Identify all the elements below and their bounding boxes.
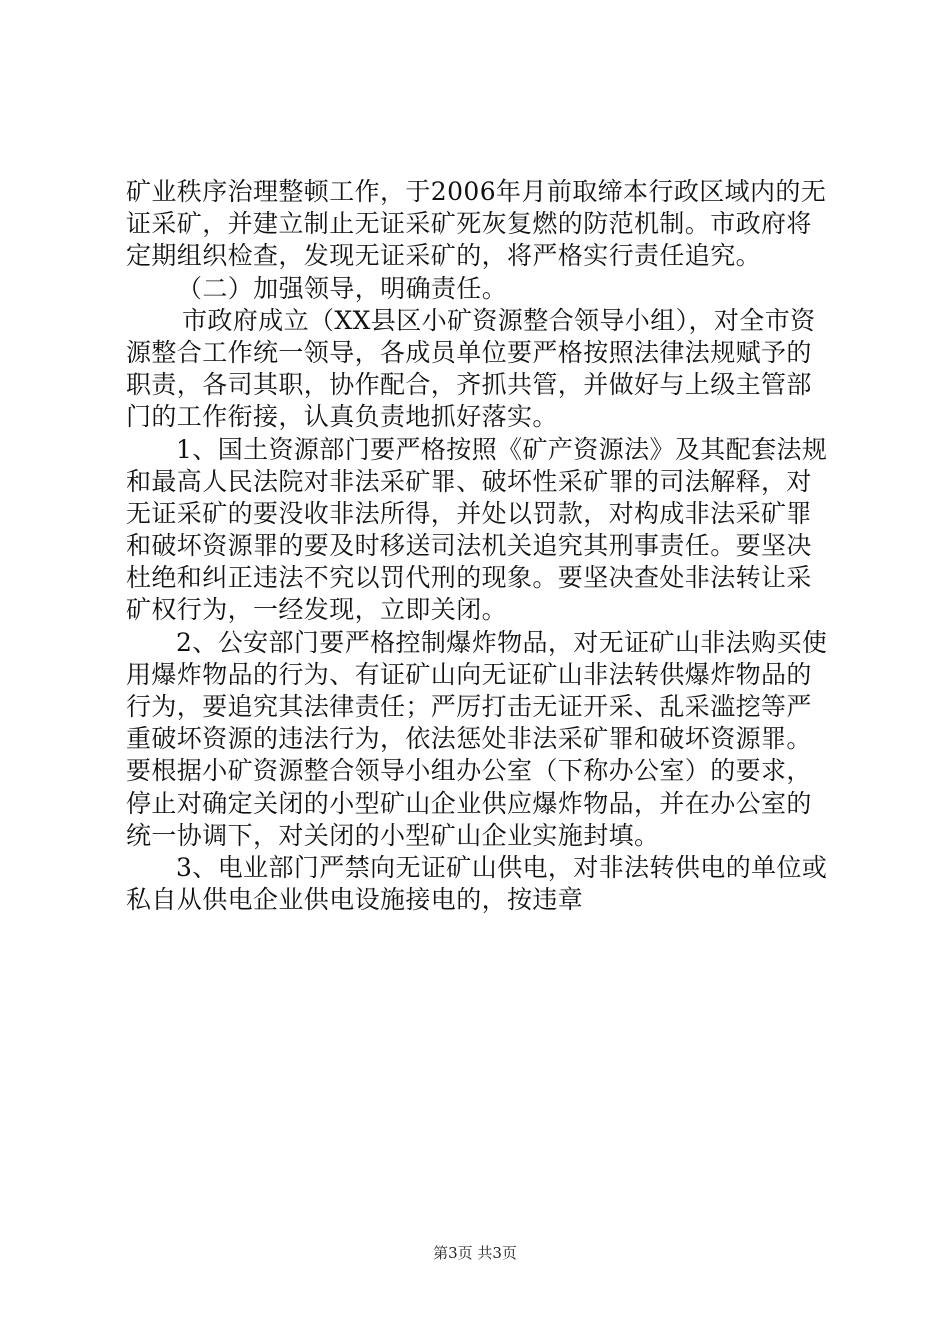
text-line: 证采矿，并建立制止无证采矿死灰复燃的防范机制。市政府将 xyxy=(126,209,812,239)
text-line: 源整合工作统一领导，各成员单位要严格按照法律法规赋予的 xyxy=(126,337,812,367)
text-line: 重破坏资源的违法行为，依法惩处非法采矿罪和破坏资源罪。 xyxy=(126,724,812,754)
text-line: 职责，各司其职，协作配合，齐抓共管，并做好与上级主管部 xyxy=(126,370,812,400)
text-line: 停止对确定关闭的小型矿山企业供应爆炸物品，并在办公室的 xyxy=(126,788,812,818)
text-line: 3、电业部门严禁向无证矿山供电，对非法转供电的单位或 xyxy=(176,852,828,882)
text-line: 用爆炸物品的行为、有证矿山向无证矿山非法转供爆炸物品的 xyxy=(126,659,812,689)
text-line: 私自从供电企业供电设施接电的，按违章 xyxy=(126,885,584,915)
text-line: 统一协调下，对关闭的小型矿山企业实施封填。 xyxy=(126,820,660,850)
text-line: 定期组织检查，发现无证采矿的，将严格实行责任追究。 xyxy=(126,241,762,271)
section-heading: （二）加强领导，明确责任。 xyxy=(177,273,508,303)
text-line: 市政府成立（XX县区小矿资源整合领导小组），对全市资 xyxy=(182,305,816,335)
document-body xyxy=(126,176,846,916)
text-line: 行为，要追究其法律责任；严厉打击无证开采、乱采滥挖等严 xyxy=(126,692,812,721)
text-line: 和最高人民法院对非法采矿罪、破坏性采矿罪的司法解释，对 xyxy=(126,466,812,496)
text-line: 和破坏资源罪的要及时移送司法机关追究其刑事责任。要坚决 xyxy=(126,531,812,561)
text-line: 2、公安部门要严格控制爆炸物品，对无证矿山非法购买使 xyxy=(176,627,828,657)
text-line: 杜绝和纠正违法不究以罚代刑的现象。要坚决查处非法转让采 xyxy=(126,563,812,593)
text-line: 矿权行为，一经发现，立即关闭。 xyxy=(126,595,508,625)
text-line: 1、国土资源部门要严格按照《矿产资源法》及其配套法规 xyxy=(176,434,828,464)
text-line: 矿业秩序治理整顿工作，于2006年月前取缔本行政区域内的无 xyxy=(126,177,827,206)
text-line: 要根据小矿资源整合领导小组办公室（下称办公室）的要求， xyxy=(126,756,812,786)
text-line: 门的工作衔接，认真负责地抓好落实。 xyxy=(126,402,558,432)
page-number-footer: 第3页 共3页 xyxy=(433,1244,517,1262)
text-line: 无证采矿的要没收非法所得，并处以罚款，对构成非法采矿罪 xyxy=(126,498,812,528)
